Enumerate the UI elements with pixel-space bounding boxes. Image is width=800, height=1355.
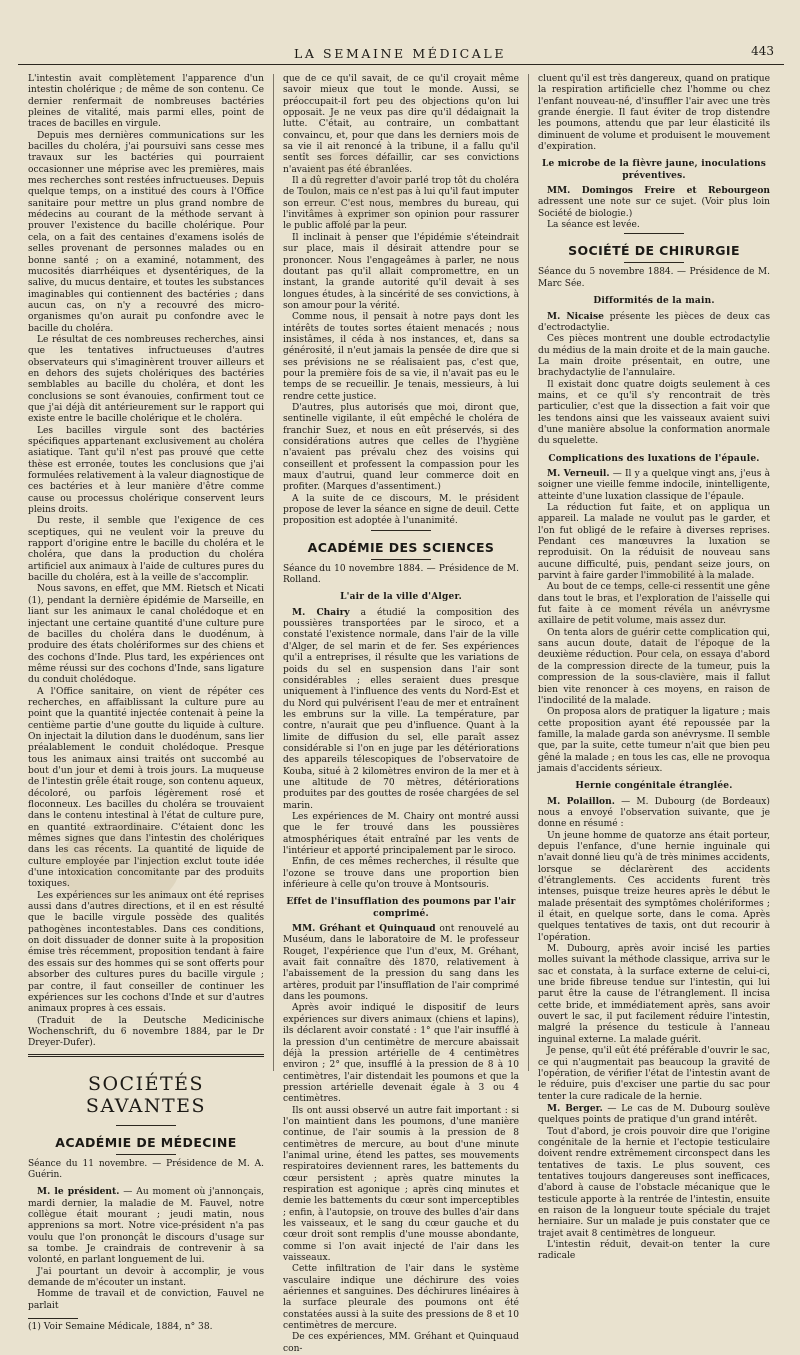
paragraph: Le résultat de ces nombreuses recherches, ainsi que les tentatives infructueuses d'autres observateurs qui s'imaginèrent trouver ailleurs et en dehors des sujets cholériques des bactéries semblables au bacille du choléra, et dont les conclusions se sont évanouies, confirment tout ce que j'ai déjà dit antérieurement sur le rapport qui existe entre le bacille cholérique et le choléra. [28, 334, 264, 425]
title-rule [116, 1154, 176, 1155]
section-rule [28, 1054, 264, 1057]
paragraph: que de ce qu'il savait, de ce qu'il croyait même savoir mieux que tout le monde. Aussi, se préoccupait-il fort peu des objections qu'on lui opposait. Je ne veux pas dire qu'il dédaignait la lutte. C'était, au contraire, un combattant convaincu, et, pour que dans les derniers mois de sa vie il ait renoncé à la tribune, il a fallu qu'il sentît ses forces défaillir, car ses convictions n'avaient pas été ébranlées. [283, 74, 519, 175]
paragraph: Du reste, il semble que l'exigence de ces sceptiques, qui ne veulent voir la preuve du rapport d'origine entre le bacille du choléra et le choléra, que dans la production du choléra artificiel aux animaux à l'aide de cultures pures du bacille du choléra, est à la veille de s'accomplir. [28, 516, 264, 584]
paragraph-text: a étudié la composition des poussières transportées par le siroco, et a constaté l'existence normale, dans l'air de la ville d'Alger, de sel marin et de fer. Ses expériences qu'il a entreprises, il résulte que les variations de poids du sel en suspension dans l'air sont considérables ; elles seraient dues presque uniquement à l'influence des vents du Nord-Est et du Nord qui pulvérisent l'eau de mer et entraînent les embruns sur la ville. La température, par contre, n'aurait que peu d'influence. Quant à la limite de diffusion du sel, elle paraît assez considérable si l'on en juge par les détériorations des appareils télescopiques de l'observatoire de Kouba, situé à 2 kilomètres environ de la mer et à une altitude de 70 mètres, détériorations produites par des gouttes de rosée chargées de sel marin. [283, 607, 519, 811]
paragraph: Comme nous, il pensait à notre pays dont les intérêts de toutes sortes étaient menacés ; nous insistâmes, il céda à nos instances, et, dans sa générosité, il n'eut jamais la pensée de dire que si ses prévisions ne se réalisaient pas, c'est que, pour la première fois de sa vie, il n'avait pas eu le temps de se recueillir. Je tenais, messieurs, à lui rendre cette justice. [283, 312, 519, 402]
paragraph-text: adressent une note sur ce sujet. (Voir plus loin Société de biologie.) [538, 197, 770, 219]
society-title: SOCIÉTÉ DE CHIRURGIE [568, 243, 740, 259]
page-number: 443 [751, 44, 774, 58]
translation-credit: (Traduit de la Deutsche Medicinische Wochenschrift, du 6 novembre 1884, par le Dr Dreyer-Dufer). [28, 1015, 264, 1049]
seance-line: Séance du 11 novembre. — Présidence de M. A. Guérin. [28, 1158, 264, 1180]
paragraph: Homme de travail et de conviction, Fauvel ne parlait [28, 1289, 264, 1311]
paragraph: On proposa alors de pratiquer la ligature ; mais cette proposition ayant été repoussée par la famille, la malade garda son anévrysme. Il semble que, par la suite, cette tumeur n'ait que bien peu gêné la malade ; en tous les cas, elle ne provoqua jamais d'accidents sérieux. [538, 707, 770, 774]
paragraph: Les bacilles virgule sont des bactéries spécifiques appartenant exclusivement au choléra asiatique. Tant qu'il n'est pas prouvé que cette thèse est erronée, toutes les conclusions que j'ai formulées relativement à la valeur diagnostique de ces bactéries et à leur manière d'être comme cause ou processus cholérique conservent leurs pleins droits. [28, 425, 264, 516]
paragraph-text: — Il y a quelque vingt ans, j'eus à soigner une vieille femme indocile, inintelligente, atteinte d'une luxation classique de l'épaule. [538, 468, 770, 502]
title-rule [116, 1125, 176, 1126]
paragraph [283, 923, 519, 1003]
paragraph: Il inclinait à penser que l'épidémie s'éteindrait sur place, mais il désirait attendre pour se prononcer. Nous l'engageâmes à parler, ne nous doutant pas qu'il allait compromettre, en un instant, la grande autorité qu'il devait à ses longues études, à la sincérité de ses convictions, à son amour pour la vérité. [283, 232, 519, 311]
paragraph [538, 1103, 770, 1127]
speaker-name: M. Verneuil. [547, 467, 610, 479]
paragraph: Depuis mes dernières communications sur les bacilles du choléra, j'ai poursuivi sans cesse mes travaux sur les bactéries qui pourraient occasionner une méprise avec les premières, mais mes recherches sont restées infructueuses. Depuis quelque temps, on a institué des cours à l'Office sanitaire pour mettre un plus grand nombre de médecins au courant de la méthode servant à prouver l'existence du bacille cholérique. Pour cela, on a fait des centaines d'examens isolés de selles provenant de personnes malades ou en bonne santé ; on a examiné, notamment, des mucosités diarrhéiques et dysentériques, de la salive, du mucus dentaire, et toutes les substances imaginables qui contiennent des bactéries ; dans aucun cas, on n'y a recouvré des micro-organismes qu'on aurait pu confondre avec le bacille du choléra. [28, 130, 264, 334]
header-rule [18, 64, 784, 65]
paragraph-text: — Le cas de M. Dubourg soulève quelques points de pratique d'un grand intérêt. [538, 1103, 770, 1126]
paragraph: Après avoir indiqué le dispositif de leurs expériences sur divers animaux (chiens et lapins), ils déclarent avoir constaté : 1° que l'air insufflé à la pression d'un centimètre de mercure abaissait déjà la pression artérielle de 4 centimètres environ ; 2° que, insufflé à la pression de 8 à 10 centimètres, l'air distendait les poumons et que la pression artérielle devenait égale à 3 ou 4 centimètres. [283, 1003, 519, 1105]
section-title: SOCIÉTÉS SAVANTES [85, 1072, 207, 1117]
title-rule [624, 262, 684, 263]
paragraph: A la suite de ce discours, M. le président propose de lever la séance en signe de deuil. Cette proposition est adoptée à l'unanimité. [283, 493, 519, 527]
speaker-name: M. Berger. [547, 1102, 603, 1114]
paragraph: J'ai pourtant un devoir à accomplir, je vous demande de m'écouter un instant. [28, 1266, 264, 1288]
seance-line: Séance du 10 novembre 1884. — Présidence de M. Rolland. [283, 563, 519, 586]
paragraph: Enfin, de ces mêmes recherches, il résulte que l'ozone se trouve dans une proportion bien inférieure à celle qu'on trouve à Montsouris. [283, 857, 519, 891]
running-head: LA SEMAINE MÉDICALE [293, 46, 507, 61]
paragraph: Il a dû regretter d'avoir parlé trop tôt du choléra de Toulon, mais ce n'est pas à lui qu'il faut imputer son erreur. C'est nous, membres du bureau, qui l'invitâmes à exprimer son opinion pour rassurer le public affolé par la peur. [283, 176, 519, 232]
rubric-heading: Le microbe de la fièvre jaune, inoculations préventives. [541, 159, 767, 181]
rubric-heading: Difformités de la main. [593, 296, 715, 307]
paragraph [538, 311, 770, 335]
title-rule [624, 233, 684, 234]
footnote: (1) Voir Semaine Médicale, 1884, n° 38. [28, 1322, 213, 1333]
paragraph-text: présente les pièces de deux cas d'ectrodactylie. [538, 311, 770, 333]
paragraph: D'autres, plus autorisés que moi, diront que, sentinelle vigilante, il eût empêché le choléra de franchir Suez, et nous en eût préservés, si des considérations autres que celles de l'hygiène n'avaient pas prévalu chez des voisins qui conseillent et professent la compassion pour les maux d'autrui, quand leur commerce doit en profiter. (Marques d'assentiment.) [283, 402, 519, 493]
paragraph: Nous savons, en effet, que MM. Rietsch et Nicati (1), pendant la dernière épidémie de Marseille, en liant sur les animaux le canal cholédoque et en injectant une certaine quantité d'une culture pure de bacilles du choléra dans le duodénum, à produire des états cholériformes sur des chiens et des cochons d'Inde. Plus tard, les expériences ont même réussi sur des cochons d'Inde, sans ligature du conduit cholédoque. [28, 584, 264, 686]
speaker-name: M. Polaillon. [547, 795, 615, 807]
paragraph: A l'Office sanitaire, on vient de répéter ces recherches, en affaiblissant la culture pure au point que la quantité injectée contenait à peine la centième partie d'une goutte du liquide à culture. On injectait la dilution dans le duodénum, sans lier préalablement le conduit cholédoque. Presque tous les animaux ainsi traités ont succombé au bout d'un jour et demi à trois jours. La muqueuse de l'intestin grêle était rouge, son contenu aqueux, décoloré, ou parfois légèrement rosé et floconneux. Les bacilles du choléra se trouvaient dans le contenu intestinal à l'état de culture pure, en quantité extraordinaire. C'étaient donc les mêmes signes que dans l'intestin des cholériques dans les cas récents. La quantité de liquide de culture employée par l'injection exclut toute idée d'une intoxication concomitante par des produits toxiques. [28, 686, 264, 890]
paragraph: Tout d'abord, je crois pouvoir dire que l'origine congénitale de la hernie et l'ectopie testiculaire doivent rendre extrêmement circonspect dans les tentatives de taxis. Le plus souvent, ces tentatives toujours dangereuses sont inefficaces, d'abord à cause de l'obstacle mécanique que le testicule apporte à la rentrée de l'intestin, ensuite en raison de la longueur toute spéciale du trajet herniaire. Sur un malade je puis constater que ce trajet avait 8 centimètres de longueur. [538, 1126, 770, 1239]
paragraph [538, 468, 770, 503]
speaker-name: M. le président. [37, 1186, 120, 1198]
paragraph: Cette infiltration de l'air dans le système vasculaire indique une déchirure des voies aériennes et sanguines. Des déchirures linéaires à la surface pleurale des poumons ont été constatées aussi à la suite des pressions de 8 et 10 centimètres de mercure. [283, 1264, 519, 1332]
speaker-name: MM. Domingos Freire et Rebourgeon [547, 185, 770, 197]
seance-line: Séance du 5 novembre 1884. — Présidence de M. Marc Sée. [538, 267, 770, 289]
paragraph: De ces expériences, MM. Gréhant et Quinquaud con- [283, 1332, 519, 1354]
footnote-rule [28, 1318, 78, 1319]
paragraph-text: — Au moment où j'annonçais, mardi dernier, la maladie de M. Fauvel, notre collègue était mourant ; jeudi matin, nous apprenions sa mort. Notre vice-président n'a pas voulu que l'on prononçât le discours d'usage sur sa tombe. Je craindrais de contrevenir à sa volonté, en parlant longuement de lui. [28, 1187, 265, 1266]
title-rule [371, 530, 431, 531]
rubric-heading: L'air de la ville d'Alger. [340, 592, 462, 603]
column-2 [283, 74, 519, 1354]
paragraph: Ils ont aussi observé un autre fait important : si l'on maintient dans les poumons, d'une manière continue, de l'air soumis à la pression de 8 centimètres de mercure, au bout d'une minute l'animal urine, étend les pattes, ses mouvements respiratoires deviennent rares, les battements du cœur persistent ; après quatre minutes la respiration est agonique ; après cinq minutes et demie les battements du cœur sont imperceptibles ; enfin, à l'autopsie, on trouve des bulles d'air dans les vaisseaux, et le sang du cœur gauche et du cœur droit sont remplis d'une mousse abondante, comme si l'on avait injecté de l'air dans les vaisseaux. [283, 1105, 519, 1264]
paragraph [538, 185, 770, 220]
paragraph: La séance est levée. [547, 220, 640, 231]
paragraph: Un jeune homme de quatorze ans était porteur, depuis l'enfance, d'une hernie inguinale qui n'avait donné lieu qu'à de très minimes accidents, lorsque se déclarèrent des accidents d'étranglements. Ces accidents furent très intenses, puisque treize heures après le début le malade présentait des symptômes cholériformes ; il était, en quelque sorte, dans le coma. Après quelques tentatives de taxis, ont dut recourir à l'opération. [538, 830, 770, 943]
rubric-heading: Complications des luxations de l'épaule. [548, 453, 760, 464]
column-3 [538, 74, 770, 1262]
paragraph: Les expériences sur les animaux ont été reprises aussi dans d'autres directions, et il en est résulté que le bacille virgule possède des qualités pathogènes incontestables. Dans ces conditions, on doit dissuader de donner suite à la proposition émise très récemment, proposition tendant à faire des essais sur des hommes qui se sont offerts pour absorber des cultures pures du bacille virgule ; par contre, il faut conseiller de continuer les expériences sur les cochons d'Inde et sur d'autres animaux propres à ces essais. [28, 890, 264, 1015]
paragraph-text: — M. Dubourg (de Bordeaux) nous a envoyé l'observation suivante, que je donne en résumé : [538, 796, 770, 830]
paragraph: M. Dubourg, après avoir incisé les parties molles suivant la méthode classique, arriva sur le sac et constata, à la surface externe de celui-ci, une bride fibreuse tendue sur l'intestin, qui lui parut être la cause de l'étranglement. Il incisa cette bride, et immédiatement après, sans avoir ouvert le sac, il put facilement réduire l'intestin, malgré la présence du testicule à l'anneau inguinal externe. La malade guérit. [538, 944, 770, 1045]
paragraph [538, 796, 770, 831]
paragraph: Au bout de ce temps, celle-ci ressentit une gêne dans tout le bras, et l'exploration de l'aisselle qui fut faite à ce moment révéla un anévrysme axillaire de petit volume, mais assez dur. [538, 582, 770, 627]
paragraph: On tenta alors de guérir cette complication qui, sans aucun doute, datait de l'époque de la deuxième réduction. Pour cela, on essaya d'abord de la compression directe de la tumeur, puis la compression de la sous-clavière, mais il fallut bien vite renoncer à ces moyens, en raison de l'indocilité de la malade. [538, 627, 770, 706]
speaker-name: M. Chairy [292, 606, 350, 618]
column-divider [273, 74, 274, 1071]
society-title: ACADÉMIE DES SCIENCES [307, 539, 495, 555]
title-rule [371, 559, 431, 560]
column-divider [528, 74, 529, 1071]
paragraph [28, 1186, 264, 1266]
paragraph: Je pense, qu'il eût été préférable d'ouvrir le sac, ce qui n'augmentait pas beaucoup la gravité de l'opération, de vérifier l'état de l'intestin avant de le réduire, puis d'exciser une partie du sac pour tenter la cure radicale de la hernie. [538, 1046, 770, 1102]
paragraph: La réduction fut faite, et on appliqua un appareil. La malade ne voulut pas le garder, et l'on fut obligé de le refaire à diverses reprises. Pendant ces manœuvres la luxation se reproduisit. On la réduisit de nouveau sans aucune difficulté, puis, pendant seize jours, on parvint à faire garder l'immobilité à la malade. [538, 503, 770, 582]
rubric-heading: Effet de l'insufflation des poumons par l'air comprimé. [286, 897, 516, 919]
paragraph [283, 607, 519, 812]
speaker-name: M. Nicaise [547, 310, 604, 322]
paragraph: L'intestin réduit, devait-on tenter la cure radicale [538, 1240, 770, 1262]
paragraph: L'intestin avait complètement l'apparence d'un intestin cholérique ; de même de son contenu. Ce dernier renfermait de nombreuses bactéries pleines de vitalité, mais parmi elles, point de traces de bacilles en virgule. [28, 74, 264, 130]
paragraph: cluent qu'il est très dangereux, quand on pratique la respiration artificielle chez l'homme ou chez l'enfant nouveau-né, d'insuffler l'air avec une très grande énergie. Il faut éviter de trop distendre les poumons, attendu que par leur élasticité ils diminuent de volume et produisent le mouvement d'expiration. [538, 74, 770, 153]
column-1 [28, 74, 265, 1333]
speaker-name: MM. Gréhant et Quinquaud [292, 923, 436, 935]
rubric-heading: Hernie congénitale étranglée. [575, 781, 733, 792]
society-title: ACADÉMIE DE MÉDECINE [55, 1134, 237, 1150]
paragraph: Les expériences de M. Chairy ont montré aussi que le fer trouvé dans les poussières atmosphériques était entraîné par les vents de l'intérieur et apporté principalement par le siroco. [283, 811, 519, 856]
paragraph: Ces pièces montrent une double ectrodactylie du médius de la main droite et de la main gauche. La main droite présentait, en outre, une brachydactylie de l'annulaire. [538, 334, 770, 379]
paragraph: Il existait donc quatre doigts seulement à ces mains, et ce qu'il s'y rencontrait de très particulier, c'est que la dissection a fait voir que les tendons ainsi que les vaisseaux avaient suivi d'une manière absolue la conformation anormale du squelette. [538, 379, 770, 447]
paragraph-text: ont renouvelé au Muséum, dans le laboratoire de M. le professeur Rouget, l'expérience que l'un d'eux, M. Gréhant, avait fait connaître dès 1870, relativement à l'abaissement de la pression du sang dans les artères, produit par l'insufflation de l'air comprimé dans les poumons. [283, 924, 519, 1003]
